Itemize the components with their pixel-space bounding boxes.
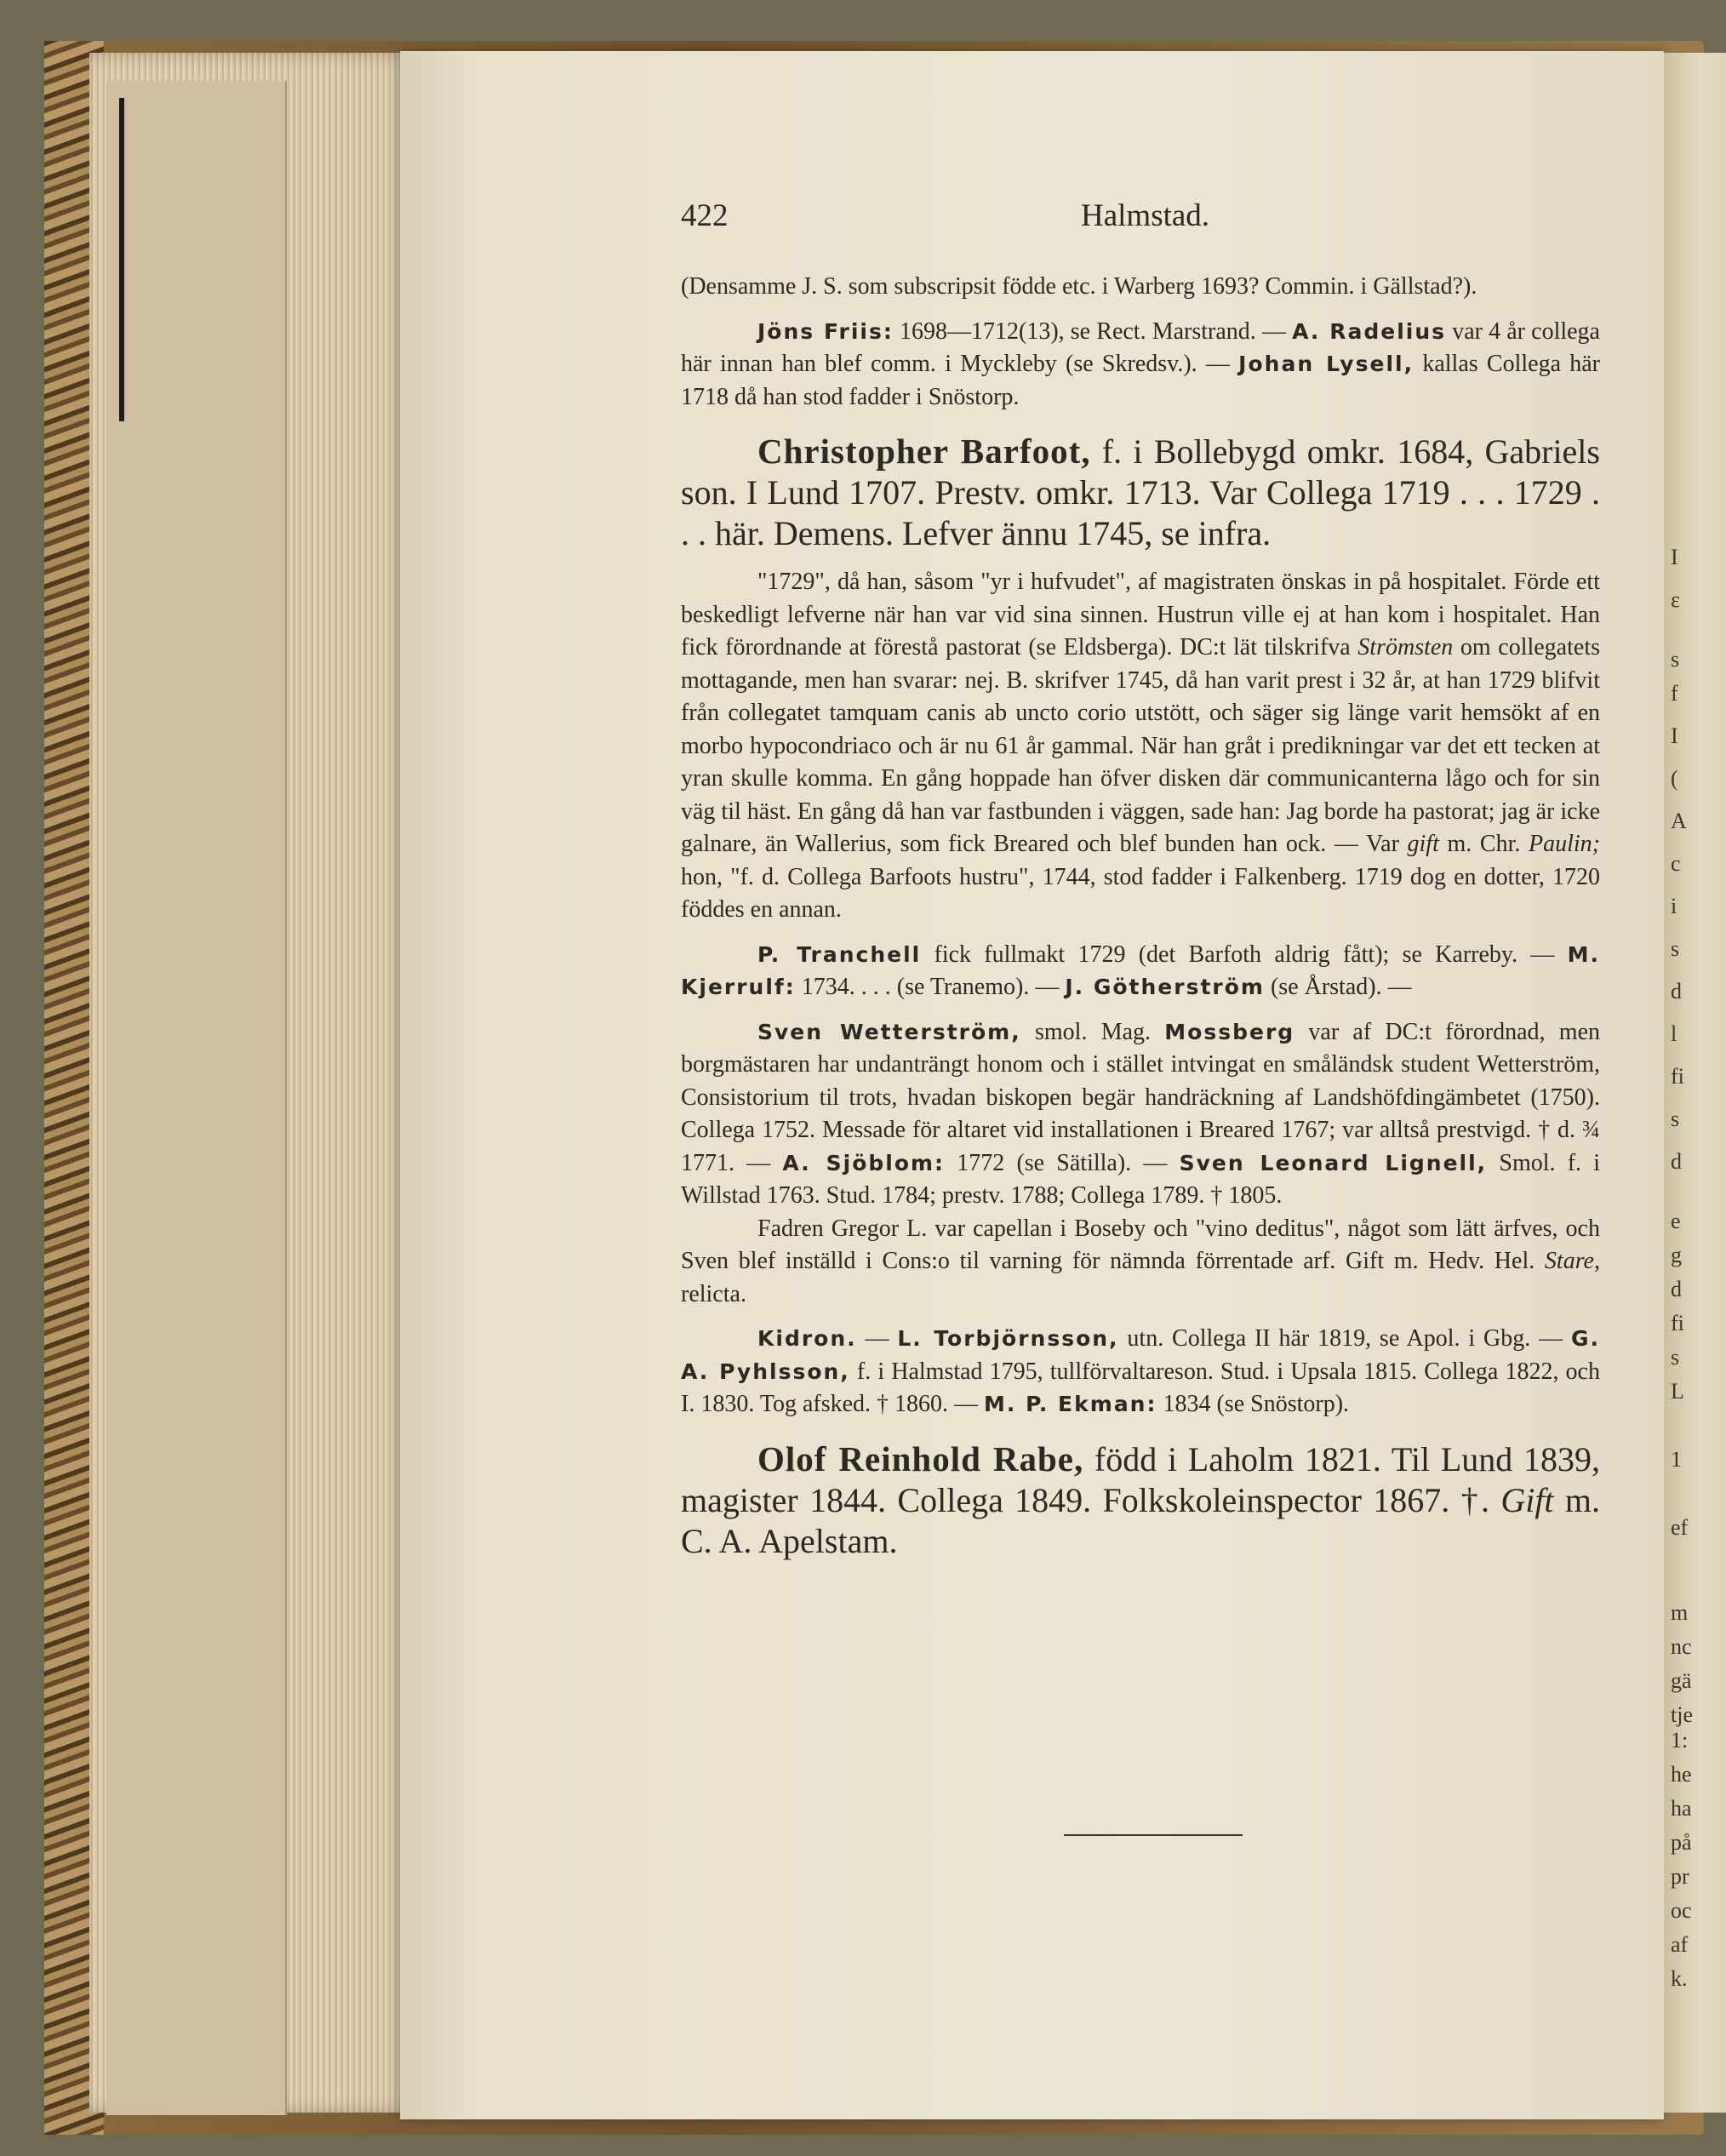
text: var 4 år collega här innan han blef comm. i Myckleby (se Skredsv.). — [681, 317, 1600, 377]
person-name: A. Radelius [1292, 318, 1447, 344]
text: 1698—1712(13), se Rect. Marstrand. — [893, 317, 1293, 345]
person-name: Sven Wetterström, [757, 1019, 1021, 1044]
text: m. C. A. Apelstam. [681, 1480, 1601, 1560]
text: (se Årstad). — [1264, 974, 1412, 1000]
facing-page-fragment: fi [1671, 1064, 1684, 1089]
facing-page-fragment: g [1671, 1243, 1682, 1267]
text: "1729", då han, såsom "yr i hufvudet", af magistraten önskas in på hospitalet. Förde ett beskedligt lefverne när han var vid sina sinnen. Hustrun ville ej at han kom i hospitalet. Han fick förordnande at förestå pastorat (se Eldsberga). DC:t lät tilskrifva [681, 569, 1600, 661]
text: Fadren Gregor L. var capellan i Boseby och "vino deditus", något som lätt ärfves, och Sven blef inställd i Cons:o til varning för nämnda förrentade arf. Gift m. Hedv. Hel. [681, 1215, 1600, 1274]
text: f. i Bollebygd omkr. 1684, Gabriels son. I Lund 1707. Prestv. omkr. 1713. Var Collega 1719 . . . 1729 . . . här. Demens. Lefver ännu 1745, se infra. [681, 432, 1600, 552]
facing-page-fragment: f [1671, 681, 1678, 706]
facing-page-fragment: ( [1671, 766, 1678, 791]
person-name: Mossberg [1164, 1019, 1295, 1044]
facing-page-fragment: s [1671, 1345, 1680, 1370]
facing-page-fragment: tje [1671, 1702, 1693, 1727]
previous-page-edge [106, 81, 287, 2115]
paragraph-wetterstrom [681, 1016, 1600, 1213]
paragraph-friis [681, 316, 1600, 415]
facing-page-fragment: ε [1671, 587, 1680, 612]
text: kallas Collega här 1718 då han stod fadder i Snöstorp. [681, 351, 1601, 410]
text: 1772 (se Sätilla). — [945, 1149, 1180, 1176]
text: relicta. [681, 1280, 746, 1307]
text: 1734. . . . (se Tranemo). — [795, 974, 1066, 1000]
text: född i Laholm 1821. Til Lund 1839, magister 1844. Collega 1849. Folkskoleinspector 1867. †. [681, 1439, 1601, 1519]
paragraph-tranchell [681, 939, 1600, 1004]
person-name: Kidron. [757, 1326, 857, 1351]
facing-page-fragment: 1: [1671, 1728, 1689, 1753]
facing-page-fragment: s [1671, 647, 1680, 672]
person-name: A. Sjöblom: [782, 1150, 946, 1175]
facing-page-fragment: he [1671, 1762, 1692, 1787]
person-name: Johan Lysell, [1238, 352, 1415, 376]
facing-page-fragment: 1 [1671, 1447, 1682, 1472]
paragraph-1729 [681, 566, 1600, 927]
person-name: J. Götherström [1065, 975, 1265, 999]
facing-page-fragment: af [1671, 1932, 1689, 1957]
facing-page-fragment: I [1671, 545, 1678, 569]
person-name: G. A. Pyhlsson, [681, 1326, 1600, 1384]
text: m. Chr. [1438, 831, 1529, 857]
text: 1834 (se Snöstorp). [1157, 1391, 1350, 1417]
page-header [681, 197, 1600, 232]
person-name: L. Torbjörnsson, [897, 1326, 1119, 1351]
page-body [681, 271, 1600, 1562]
facing-page-text [1671, 53, 1726, 2113]
facing-page-fragment: k. [1671, 1966, 1688, 1991]
italic-text: Paulin; [1529, 831, 1601, 857]
facing-page-fragment: I [1671, 723, 1678, 748]
facing-page-fragment: l [1671, 1021, 1677, 1046]
facing-page-fragment: på [1671, 1830, 1692, 1855]
facing-page-fragment: i [1671, 894, 1677, 918]
facing-page [1664, 53, 1726, 2113]
facing-page-fragment: oc [1671, 1898, 1692, 1923]
facing-page-fragment: d [1671, 979, 1682, 1004]
text: var af DC:t förordnad, men borgmästaren har undanträngt honom och i stället intvingat en småländsk student Wetterström, Consistorium til trots, hvadan biskopen begär handräckning af Landshöfdingämbetet (1750). Collega 1752. Messade för altaret vid installationen i Breared 1767; var alltså prestvigd. † d. ¾ 1771. — [681, 1018, 1601, 1176]
facing-page-fragment: ef [1671, 1515, 1689, 1540]
person-name: Jöns Friis: [757, 318, 894, 344]
person-name: Sven Leonard Lignell, [1179, 1150, 1488, 1175]
italic-text: gift [1407, 831, 1439, 857]
facing-page-fragment: A [1671, 809, 1687, 833]
text: f. i Halmstad 1795, tullförvaltareson. Stud. i Upsala 1815. Collega 1822, och I. 1830. Tog afsked. † 1860. — [681, 1358, 1600, 1417]
text: (Densamme J. S. som subscripsit födde etc. i Warberg 1693? Commin. i Gällstad?). [681, 273, 1477, 300]
text: hon, "f. d. Collega Barfoots hustru", 1744, stod fadder i Falkenberg. 1719 dog en dotter, 1720 föddes en annan. [681, 863, 1600, 923]
facing-page-fragment: s [1671, 936, 1680, 961]
text: utn. Collega II här 1819, se Apol. i Gbg. — [1118, 1325, 1571, 1352]
paragraph-fadren [681, 1213, 1600, 1312]
facing-page-fragment: m [1671, 1600, 1689, 1625]
text: smol. Mag. [1020, 1018, 1165, 1045]
facing-page-fragment: s [1671, 1107, 1680, 1131]
italic-text: Gift [1500, 1480, 1554, 1519]
facing-page-fragment: L [1671, 1379, 1684, 1404]
text: om collegatets mottagande, men han svarar: nej. B. skrifver 1745, då han varit prest i 32 år, at han 1729 blifvit från collegatet tamquam canis ab uncto corio utstött, och säger sig länge varit hemsökt af en morbo hypocondriaco och är nu 61 år gammal. När han gråt i predikningar var det ett tecken at yran skulle komma. En gång hoppade han öfver disken där communicanterna lågo och for sin väg til häst. En gång då han var fastbunden i väggen, sade han: Jag borde ha pastorat; jag är icke galnare, än Wallerius, som fick Breared och blef bunden han ock. — Var [681, 634, 1600, 857]
person-name: Christopher Barfoot, [757, 432, 1091, 471]
person-name: P. Tranchell [757, 941, 922, 967]
facing-page-fragment: pr [1671, 1864, 1689, 1889]
person-name: M. P. Ekman: [984, 1392, 1157, 1416]
italic-text: Strömsten [1357, 634, 1454, 661]
facing-page-fragment: d [1671, 1277, 1682, 1301]
running-title: Halmstad. [1081, 198, 1210, 233]
text: Smol. f. i Willstad 1763. Stud. 1784; prestv. 1788; Collega 1789. † 1805. [681, 1149, 1601, 1209]
paragraph-rabe [681, 1438, 1600, 1562]
text: — [856, 1325, 898, 1352]
text: fick fullmakt 1729 (det Barfoth aldrig fått); se Karreby. — [921, 941, 1568, 968]
person-name: Olof Reinhold Rabe, [757, 1438, 1084, 1478]
italic-text: Stare, [1544, 1248, 1600, 1274]
section-end-rule [1064, 1834, 1243, 1836]
page-number: 422 [681, 198, 729, 233]
facing-page-fragment: fi [1671, 1311, 1684, 1335]
facing-page-fragment: d [1671, 1149, 1682, 1174]
previous-page-rule [119, 98, 124, 421]
facing-page-fragment: ha [1671, 1796, 1692, 1821]
paragraph-kidron [681, 1323, 1600, 1421]
paragraph-barfoot [681, 431, 1600, 554]
person-name: M. Kjerrulf: [681, 941, 1601, 999]
facing-page-fragment: e [1671, 1209, 1681, 1233]
facing-page-fragment: gä [1671, 1668, 1692, 1693]
paragraph-densamme [681, 271, 1600, 304]
facing-page-fragment: nc [1671, 1634, 1692, 1659]
facing-page-fragment: c [1671, 851, 1681, 876]
